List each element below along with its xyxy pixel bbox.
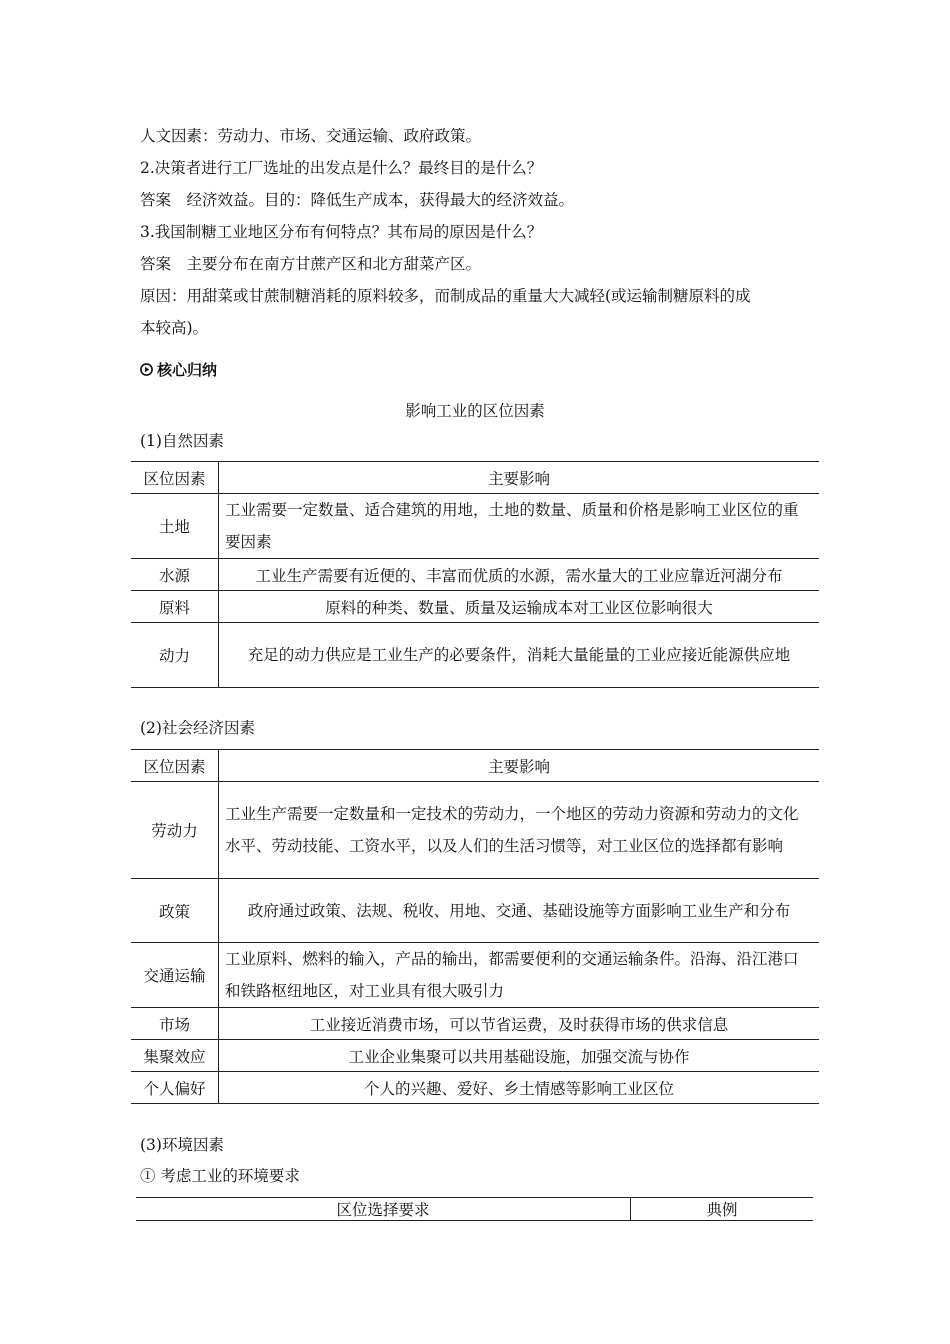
environment-table: [136, 1197, 813, 1221]
factor-cell: 水源: [131, 559, 219, 591]
table-row: [131, 879, 819, 943]
environment-sublabel: ① 考虑工业的环境要求: [140, 1167, 300, 1185]
reason-line-2: 本较高)。: [140, 319, 209, 337]
factor-cell: 土地: [131, 494, 219, 559]
header-factor: 区位因素: [131, 750, 219, 782]
factor-cell: 政策: [131, 879, 219, 943]
play-circle-icon: [140, 363, 153, 376]
question-2: 2.决策者进行工厂选址的出发点是什么？最终目的是什么？: [140, 159, 543, 177]
effect-cell: 工业原料、燃料的输入，产品的输出，都需要便利的交通运输条件。沿海、沿江港口和铁路枢纽地区，对工业具有很大吸引力: [225, 950, 799, 1000]
summary-title: 影响工业的区位因素: [405, 402, 545, 420]
header-effect: 主要影响: [487, 469, 550, 488]
header-effect: 主要影响: [487, 757, 550, 776]
reason-line-1: 原因：用甜菜或甘蔗制糖消耗的原料较多，而制成品的重量大大减轻(或运输制糖原料的成: [140, 287, 751, 305]
social-factors-label: (2)社会经济因素: [140, 719, 255, 737]
section-heading: [140, 359, 217, 380]
effect-cell: 工业企业集聚可以共用基础设施，加强交流与协作: [348, 1047, 690, 1066]
header-factor: 区位因素: [131, 462, 219, 494]
natural-factors-label: (1)自然因素: [140, 432, 224, 450]
table-header-row: [131, 750, 819, 782]
question-3: 3.我国制糖工业地区分布有何特点？其布局的原因是什么？: [140, 223, 543, 241]
factor-cell: 个人偏好: [131, 1072, 219, 1104]
table-row: [131, 623, 819, 688]
effect-cell: 充足的动力供应是工业生产的必要条件，消耗大量能量的工业应接近能源供应地: [247, 646, 791, 664]
natural-factors-table: [131, 461, 819, 688]
environment-factors-label: (3)环境因素: [140, 1136, 224, 1154]
table-row: [131, 943, 819, 1008]
answer-2: 答案 经济效益。目的：降低生产成本，获得最大的经济效益。: [140, 191, 575, 209]
factor-cell: 集聚效应: [131, 1040, 219, 1072]
factor-cell: 交通运输: [131, 943, 219, 1008]
effect-cell: 工业接近消费市场，可以节省运费，及时获得市场的供求信息: [309, 1015, 729, 1034]
factor-cell: 市场: [131, 1008, 219, 1040]
factor-cell: 原料: [131, 591, 219, 623]
effect-cell: 工业生产需要有近便的、丰富而优质的水源，需水量大的工业应靠近河湖分布: [255, 566, 783, 585]
table-row: [131, 1072, 819, 1104]
paragraph-human-factors: 人文因素：劳动力、市场、交通运输、政府政策。: [140, 127, 482, 145]
table-row: [131, 782, 819, 879]
social-factors-table: [131, 749, 819, 1104]
table-header-row: [136, 1198, 813, 1221]
table-row: [131, 559, 819, 591]
table-row: [131, 1040, 819, 1072]
effect-cell: 工业生产需要一定数量和一定技术的劳动力，一个地区的劳动力资源和劳动力的文化水平、劳动技能、工资水平，以及人们的生活习惯等，对工业区位的选择都有影响: [225, 805, 799, 855]
table-row: [131, 494, 819, 559]
factor-cell: 动力: [131, 623, 219, 688]
table-header-row: [131, 462, 819, 494]
effect-cell: 原料的种类、数量、质量及运输成本对工业区位影响很大: [325, 598, 713, 617]
factor-cell: 劳动力: [131, 782, 219, 879]
table-row: [131, 591, 819, 623]
effect-cell: 工业需要一定数量、适合建筑的用地，土地的数量、质量和价格是影响工业区位的重要因素: [225, 501, 799, 551]
effect-cell: 个人的兴趣、爱好、乡土情感等影响工业区位: [363, 1079, 674, 1098]
header-example: 典例: [631, 1198, 814, 1221]
table-row: [131, 1008, 819, 1040]
effect-cell: 政府通过政策、法规、税收、用地、交通、基础设施等方面影响工业生产和分布: [247, 901, 791, 920]
answer-3: 答案 主要分布在南方甘蔗产区和北方甜菜产区。: [140, 255, 482, 273]
section-heading-text: 核心归纳: [157, 361, 218, 379]
header-requirement: 区位选择要求: [136, 1198, 631, 1221]
